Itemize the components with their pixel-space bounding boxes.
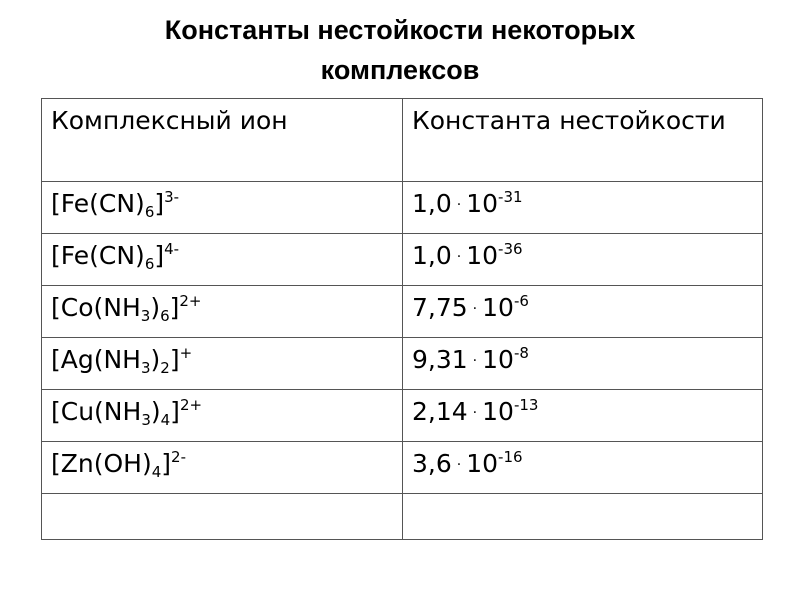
title-line-1: Константы нестойкости некоторых	[164, 15, 636, 45]
table-row	[42, 286, 763, 338]
ion-cell: $[Fe(CN)_6]^{4-}$	[42, 234, 403, 286]
empty-row	[42, 494, 763, 540]
ion-cell: $[Ag(NH_3)_2]^+$	[42, 338, 403, 390]
ion-cell: $[Cu(NH_3)_4]^{2+}$	[42, 390, 403, 442]
constant-cell: $9,31 \cdot 10^{-8}$	[403, 338, 763, 390]
constant-cell: $2,14 \cdot 10^{-13}$	[403, 390, 763, 442]
table-row	[42, 338, 763, 390]
constant-cell: $7,75 \cdot 10^{-6}$	[403, 286, 763, 338]
table-row	[42, 442, 763, 494]
slide-title	[40, 10, 760, 90]
title-line-2: комплексов	[320, 55, 480, 85]
header-constant: Константа нестойкости	[403, 99, 763, 182]
ion-cell: $[Zn(OH)_4]^{2-}$	[42, 442, 403, 494]
header-row	[42, 99, 763, 182]
table-row	[42, 390, 763, 442]
constant-cell: $3,6 \cdot 10^{-16}$	[403, 442, 763, 494]
table-row	[42, 182, 763, 234]
header-ion: Комплексный ион	[42, 99, 403, 182]
ion-cell: $[Fe(CN)_6]^{3-}$	[42, 182, 403, 234]
empty-cell	[42, 494, 403, 540]
constant-cell: $1,0 \cdot 10^{-31}$	[403, 182, 763, 234]
ion-cell: $[Co(NH_3)_6]^{2+}$	[42, 286, 403, 338]
constant-cell: $1,0 \cdot 10^{-36}$	[403, 234, 763, 286]
constants-table	[41, 98, 763, 540]
table-row	[42, 234, 763, 286]
empty-cell	[403, 494, 763, 540]
